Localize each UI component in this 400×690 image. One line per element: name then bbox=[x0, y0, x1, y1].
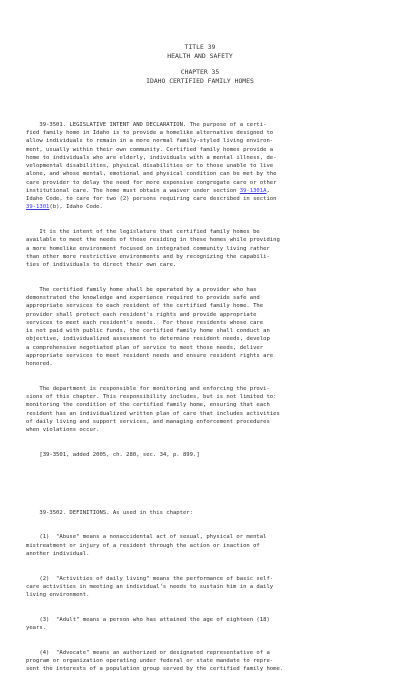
definition-adult: (3) "Adult" means a person who has attained the age of eighteen (18) years. bbox=[26, 616, 270, 631]
definition-advocate: (4) "Advocate" means an authorized or designated representative of a program or organization operating under federal or state mandate to repre- sent the interests of a population group served by the certified family home. bbox=[26, 649, 284, 673]
section-39-3501-history: [39-3501, added 2005, ch. 280, sec. 34, p. 899.] bbox=[26, 451, 200, 458]
document-heading bbox=[0, 43, 400, 85]
definition-activities-of-daily-living: (2) "Activities of daily living" means the performance of basic self- care activities in meeting an individual's needs to sustain him in a daily living environment. bbox=[26, 575, 274, 598]
title: TITLE 39 bbox=[184, 43, 216, 51]
subtitle: HEALTH AND SAFETY bbox=[167, 51, 233, 60]
section-39-3501-para-4: The department is responsible for monitoring and enforcing the provi- sions of this chapter. This responsibility includes, but is not limited to: monitoring the condition of the certified family home, ensuring that each resident has an individualized written plan of care that includes activities of daily living and support services, and managing enforcement procedures when violations occur. bbox=[26, 385, 280, 433]
section-39-3501-para-3: The certified family home shall be operated by a provider who has demonstrated the knowledge and experience required to provide safe and appropriate services to each resident of the certified family home. The provider shall protect each resident's rights and provide appropriate services to meet each resident's needs. For those residents whose care is not paid with public funds, the certified family home shall conduct an objective, individualized assessment to determine resident needs, develop a comprehensive negotiated plan of service to meet those needs, deliver appropriate services to meet resident needs and ensure resident rights are honored. bbox=[26, 286, 274, 367]
definition-abuse: (1) "Abuse" means a nonaccidental act of sexual, physical or mental mistreatment or injury of a resident through the action or inaction of another individual. bbox=[26, 534, 267, 557]
link-39-1301a[interactable]: 39-1301A bbox=[239, 187, 267, 194]
chapter-title: IDAHO CERTIFIED FAMILY HOMES bbox=[146, 76, 254, 85]
chapter-number: CHAPTER 35 bbox=[180, 68, 220, 77]
section-39-3501-para-1: 39-3501. LEGISLATIVE INTENT AND DECLARATION. The purpose of a certi- fied family home in Idaho is to provide a homelike alternative designed to allow individuals to remain in a more normal family-styled living environ- ment, usually within their own community. Certified family homes provide a home to individuals who are elderly, individuals with a mental illness, de- velopmental disabilities, physical disabilities or to those unable to live alone, and whose mental, emotional and physical condition can be met by the care provider to delay the need for more expensive congregate care or other institutional care. The home must obtain a waiver under section 39-1301A, Idaho Code, to care for two (2) persons requiring care described in section 39-1301(b), Idaho Code. bbox=[26, 121, 277, 211]
document-body bbox=[26, 96, 380, 690]
section-39-3501-para-2: It is the intent of the legislature that certified family homes be available to meet the needs of those residing in these homes while providing a more homelike environment focused on integrated community living rather than other more restrictive environments and by recognizing the capabili- ties of individuals to direct their own care. bbox=[26, 229, 280, 268]
link-39-1301[interactable]: 39-1301 bbox=[26, 204, 50, 211]
section-39-3502-intro: 39-3502. DEFINITIONS. As used in this chapter: bbox=[26, 509, 193, 516]
